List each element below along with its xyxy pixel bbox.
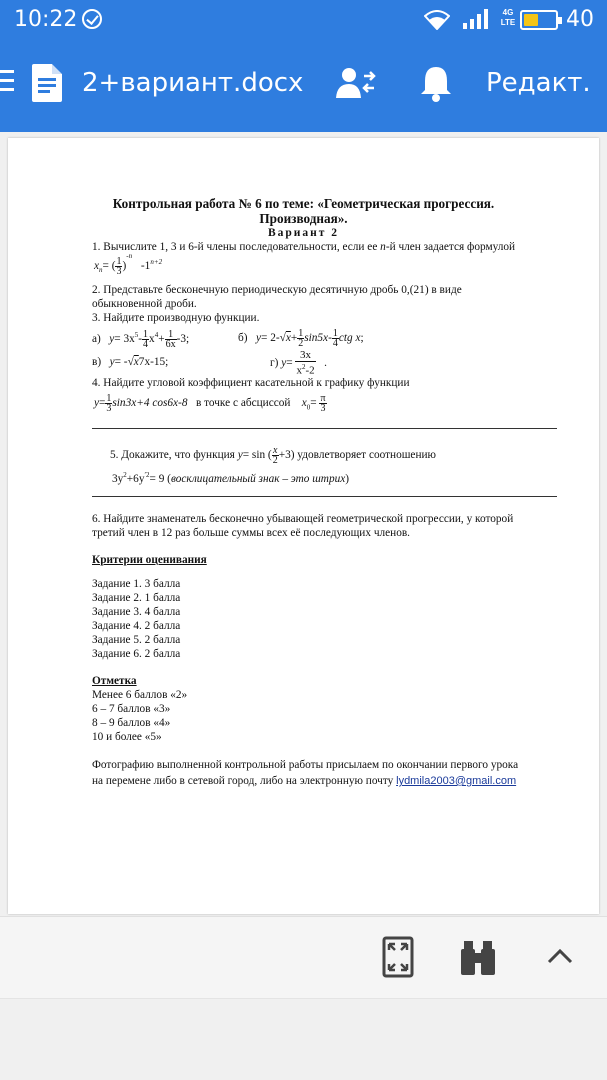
bell-icon[interactable] bbox=[420, 64, 452, 102]
task3g: г) y= $\frac{3x}{x^2-2}$ . bbox=[270, 349, 327, 377]
signal-icon bbox=[462, 9, 488, 29]
document-title: 2+вариант.docx bbox=[82, 68, 304, 98]
network-type-text: 4G LTE bbox=[500, 8, 516, 27]
task2-line1: 2. Представьте бесконечную периодическую десятичную дробь 0,(21) в виде bbox=[92, 284, 462, 296]
task2-line2: обыкновенной дроби. bbox=[92, 298, 197, 310]
task1-formula: $x_n=$ ( $\frac{1}{3}$ )$^{-n}$ $-1^{n+2}$ bbox=[94, 252, 163, 277]
grade-title: Отметка bbox=[92, 675, 137, 687]
criteria-item: Задание 4. 2 балла bbox=[92, 620, 181, 632]
binoculars-icon[interactable] bbox=[458, 935, 498, 979]
task3a: а) $y= 3x^5-$ $\frac{1}{4}$ $x^4+$ $\frac{1}{6x}$ -3; bbox=[92, 328, 190, 350]
bottom-area bbox=[0, 998, 607, 1080]
task5-line2: $3y^2+6y^{'2}= 9$ (восклицательный знак – это штрих) bbox=[112, 471, 350, 485]
grade-item: 10 и более «5» bbox=[92, 731, 162, 743]
variant-title: Вариант 2 bbox=[267, 227, 340, 239]
email-link[interactable]: lydmila2003@gmail.com bbox=[396, 775, 517, 787]
app-bar bbox=[0, 40, 607, 132]
task5-line1: 5. Докажите, что функция y= sin ( $\frac{x}{2}$ +3) удовлетворяет соотношению bbox=[110, 445, 436, 466]
battery-fill bbox=[524, 14, 538, 26]
task4-line2: y= $\frac{1}{3}$ sin3x+4 cos6x-8 в точке с абсциссой $x_0=$ $\frac{\pi}{3}$ bbox=[94, 393, 326, 414]
status-bar bbox=[0, 0, 607, 40]
grade-item: Менее 6 баллов «2» bbox=[92, 689, 188, 701]
grade-item: 6 – 7 баллов «3» bbox=[92, 703, 171, 715]
task3-title: 3. Найдите производную функции. bbox=[92, 312, 260, 324]
document-icon bbox=[32, 64, 62, 102]
doc-heading-line2: Производная». bbox=[259, 211, 348, 226]
criteria-item: Задание 1. 3 балла bbox=[92, 578, 181, 590]
task6-line1: 6. Найдите знаменатель бесконечно убывающей геометрической прогрессии, у которой bbox=[92, 513, 514, 525]
grade-item: 8 – 9 баллов «4» bbox=[92, 717, 171, 729]
edit-button[interactable]: Редакт. bbox=[486, 68, 591, 98]
task3b: б) y= 2-√x+ $\frac{1}{2}$ sin5x- $\frac{1}{4}$ ctg x; bbox=[238, 328, 364, 349]
task4-line1: 4. Найдите угловой коэффициент касательной к графику функции bbox=[92, 377, 410, 389]
task3v: в) y= -√x7x-15; bbox=[92, 356, 169, 368]
fullscreen-icon[interactable] bbox=[378, 935, 418, 979]
chevron-up-icon[interactable] bbox=[540, 935, 580, 979]
criteria-item: Задание 6. 2 балла bbox=[92, 648, 181, 660]
footer-line2: на перемене либо в сетевой город, либо на электронную почту lydmila2003@gmail.com bbox=[92, 775, 517, 787]
criteria-item: Задание 5. 2 балла bbox=[92, 634, 181, 646]
network-type bbox=[500, 8, 516, 28]
document-page[interactable] bbox=[8, 138, 599, 914]
divider bbox=[92, 496, 557, 497]
criteria-title: Критерии оценивания bbox=[92, 554, 207, 566]
task1-line1: 1. Вычислите 1, 3 и 6-й члены последовательности, если ее n-й член задается формулой bbox=[92, 241, 516, 253]
footer-line1: Фотографию выполненной контрольной работы присылаем по окончании первого урока bbox=[92, 759, 519, 771]
bottom-toolbar bbox=[0, 916, 607, 998]
battery-level: 40 bbox=[566, 7, 594, 32]
doc-heading-line1: Контрольная работа № 6 по теме: «Геометрическая прогрессия. bbox=[112, 196, 495, 211]
share-people-icon[interactable] bbox=[336, 66, 376, 100]
criteria-item: Задание 2. 1 балла bbox=[92, 592, 181, 604]
divider bbox=[92, 428, 557, 429]
criteria-item: Задание 3. 4 балла bbox=[92, 606, 181, 618]
status-time: 10:22 bbox=[14, 7, 78, 32]
battery-icon bbox=[520, 10, 558, 30]
task6-line2: третий член в 12 раз больше суммы всех её последующих членов. bbox=[92, 527, 411, 539]
check-circle-icon bbox=[82, 9, 102, 29]
wifi-icon bbox=[424, 10, 450, 30]
menu-icon[interactable] bbox=[0, 70, 14, 94]
